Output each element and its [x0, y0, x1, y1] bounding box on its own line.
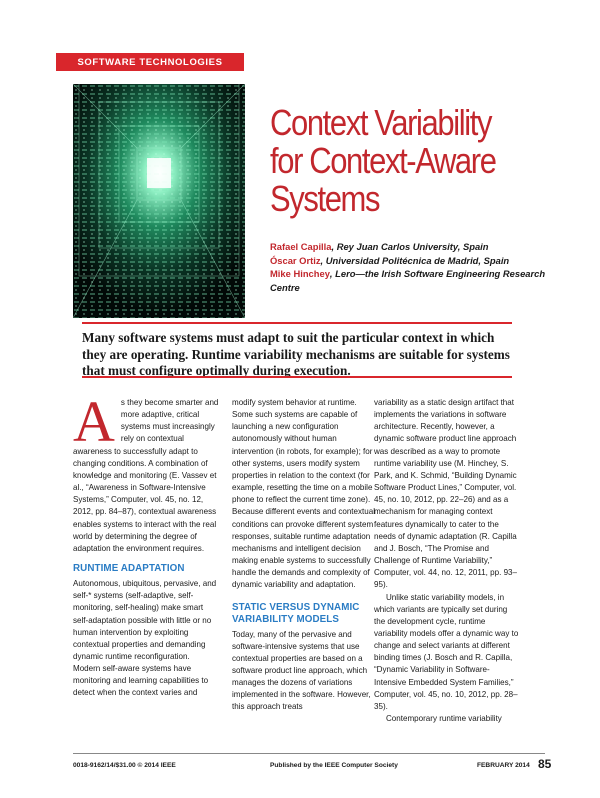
body-column-3	[374, 397, 520, 725]
body-paragraph: Contemporary runtime variability	[386, 714, 502, 724]
section-heading-runtime-adaptation: RUNTIME ADAPTATION	[73, 563, 185, 575]
intro-paragraph: s they become smarter and more adaptive, critical systems must increasingly rely on contextual awareness to successfully adapt to changing conditions. A combination of knowledge and monitoring (E. Vassev et al., “Awareness in Software-Intensive Systems,” Computer, vol. 45, no. 12, 2012, pp. 84–87), contextual awareness enables systems to interact with the real world by determining the degree of adaptation the environment requires.	[73, 398, 219, 553]
body-paragraph: variability as a static design artifact that implements the variations in software architecture. Recently, however, a dynamic software product line approach was described as a way to promote runtime variability use (M. Hinchey, S. Park, and K. Schmid, “Building Dynamic Software Product Lines,” Computer, vol. 45, no. 10, 2012, pp. 22–26) and as a mechanism for managing context features dynamically to cater to the needs of dynamic adaptation (R. Capilla and J. Bosch, “The Promise and Challenge of Runtime Variability,” Computer, vol. 44, no. 12, 2011, pp. 93–95).	[374, 398, 518, 590]
author-name: Óscar Ortiz	[270, 254, 321, 266]
author-affiliation: Lero—the Irish Software Engineering Research Centre	[270, 268, 546, 293]
circuit-tunnel-illustration	[73, 84, 245, 318]
body-paragraph: modify system behavior at runtime. Some such systems are capable of launching a new configuration autonomously without human intervention (in robots, for example); for other systems, users modify system properties in relation to the context (for example, resetting the time on a mobile phone to reflect the current time zone). Because different events and contextual conditions can provoke different system responses, suitable runtime adaptation mechanisms and intelligent decision making enable systems to successfully handle the demands and complexity of dynamic variability and adaptation.	[232, 398, 376, 590]
abstract-divider	[82, 376, 512, 378]
publisher-line: Published by the IEEE Computer Society	[270, 762, 398, 769]
copyright-line: 0018-9162/14/$31.00 © 2014 IEEE	[73, 762, 176, 769]
page-number: 85	[538, 757, 552, 771]
article-title	[270, 104, 528, 218]
body-paragraph: Unlike static variability models, in which variants are typically set during the development cycle, runtime variability models offer a dynamic way to change and select variants at different binding times (J. Bosch and R. Capilla, “Dynamic Variability in Software-Intensive Embedded System Families,” Computer, vol. 45, no. 10, 2012, pp. 28–35).	[374, 592, 519, 711]
author-name: Rafael Capilla	[270, 241, 332, 252]
author-entry: Rafael Capilla, Rey Juan Carlos University, Spain	[270, 241, 489, 252]
issue-date: FEBRUARY 2014	[477, 762, 530, 769]
section-heading-static-vs-dynamic: STATIC VERSUS DYNAMIC VARIABILITY MODELS	[232, 601, 360, 625]
footer-divider	[73, 753, 545, 754]
title-line-3: Systems	[270, 178, 380, 219]
body-column-2	[232, 397, 378, 714]
drop-cap: A	[73, 389, 115, 454]
title-line-2: for Context-Aware	[270, 140, 496, 181]
page-footer	[73, 757, 553, 775]
author-entry: Óscar Ortiz, Universidad Politécnica de Madrid, Spain	[270, 254, 510, 266]
author-affiliation: Rey Juan Carlos University, Spain	[336, 241, 489, 252]
body-paragraph: Today, many of the pervasive and software-intensive systems that use contextual properties are based on a software product line approach, which manages the dozens of variations implemented in the software. However, this approach treats	[232, 629, 371, 712]
body-paragraph: Autonomous, ubiquitous, pervasive, and self-* systems (self-adaptive, self-monitoring, self-healing) make smart self-adaptation possible with little or no human intervention by exploiting contextual properties and demanding dynamic runtime reconfiguration. Modern self-aware systems have monitoring and learning capabilities to detect when the context varies and	[73, 579, 217, 698]
author-name: Mike Hinchey	[270, 268, 330, 280]
department-tab: SOFTWARE TECHNOLOGIES	[56, 53, 244, 71]
title-line-1: Context Variability	[270, 102, 492, 143]
author-affiliation: Universidad Politécnica de Madrid, Spain	[325, 254, 510, 266]
hero-image	[73, 84, 245, 318]
body-column-1	[73, 389, 219, 700]
abstract: Many software systems must adapt to suit the particular context in which they are operating. Runtime variability mechanisms are suitable for systems that must configure optimally during execution.	[82, 322, 512, 380]
author-list	[270, 240, 560, 294]
author-entry: Mike Hinchey, Lero—the Irish Software Engineering Research Centre	[270, 268, 546, 293]
